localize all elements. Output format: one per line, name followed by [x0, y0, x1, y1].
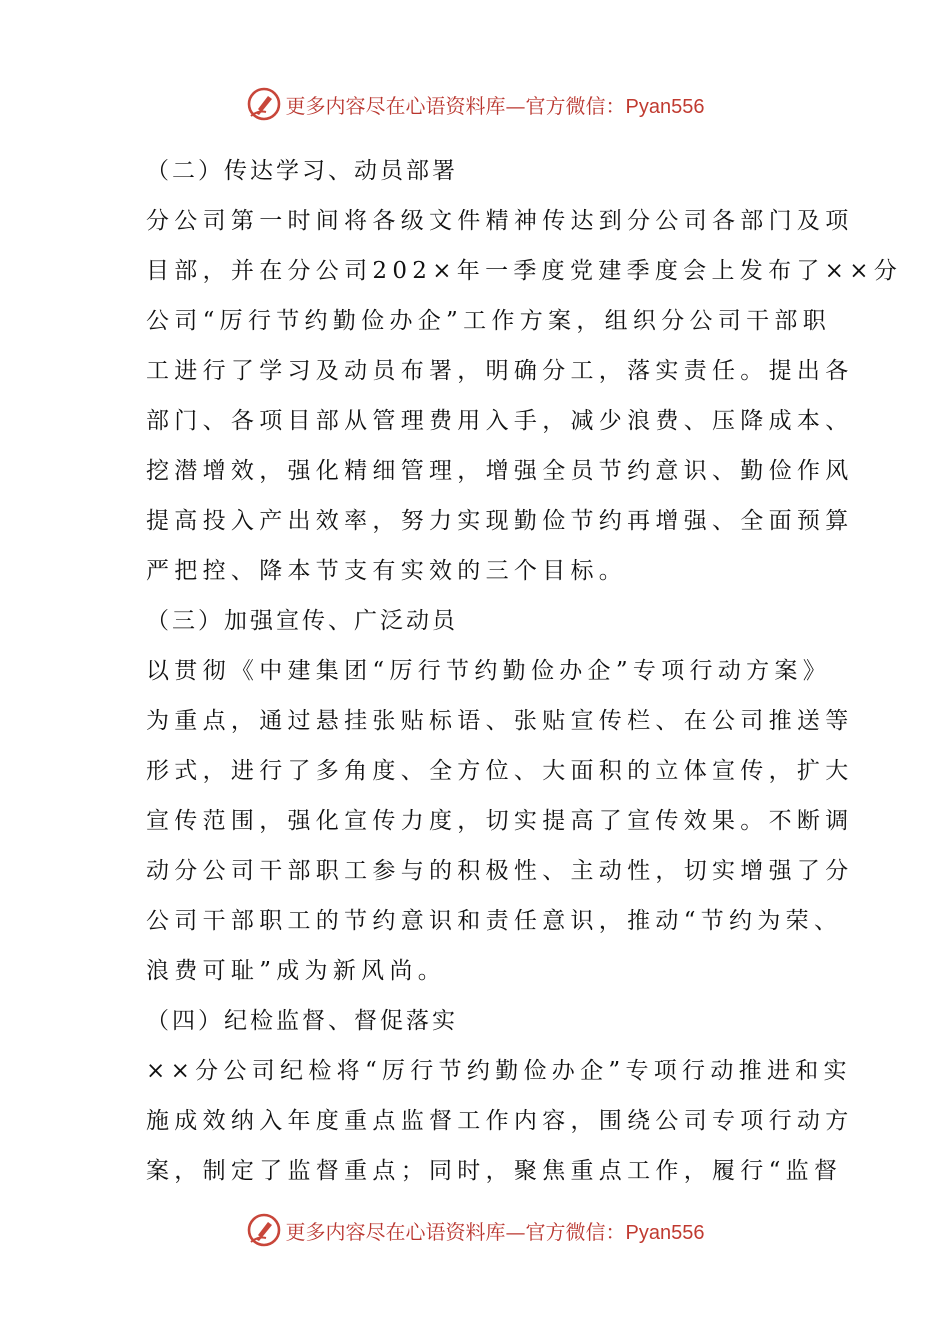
paragraph-line: 部门、各项目部从管理费用入手，减少浪费、压降成本、	[146, 408, 854, 434]
paragraph-line: ××分公司纪检将“厉行节约勤俭办企”专项行动推进和实	[146, 1058, 852, 1084]
document-body	[146, 146, 903, 1196]
paragraph-line: 浪费可耻”成为新风尚。	[146, 958, 447, 984]
banner-wechat-id: Pyan556	[625, 95, 705, 118]
banner-slogan: 更多内容尽在心语资料库—官方微信：	[285, 93, 626, 118]
banner-text	[286, 1216, 705, 1245]
paragraph-line: 分公司第一时间将各级文件精神传达到分公司各部门及项	[146, 208, 854, 234]
banner-slogan: 更多内容尽在心语资料库—官方微信：	[285, 1219, 626, 1244]
banner-wechat-id: Pyan556	[625, 1221, 705, 1244]
paragraph-line: 形式，进行了多角度、全方位、大面积的立体宣传，扩大	[146, 758, 854, 784]
paragraph-line: 目部，并在分公司202×年一季度党建季度会上发布了××分	[146, 258, 903, 284]
section-heading-2: （二）传达学习、动员部署	[146, 158, 458, 184]
footer-banner	[0, 1208, 950, 1252]
paragraph-line: 挖潜增效，强化精细管理，增强全员节约意识、勤俭作风	[146, 458, 854, 484]
paragraph-line: 公司“厉行节约勤俭办企”工作方案，组织分公司干部职	[146, 308, 832, 334]
header-banner	[0, 82, 950, 126]
pen-logo-icon	[246, 1212, 282, 1248]
paragraph-line: 以贯彻《中建集团“厉行节约勤俭办企”专项行动方案》	[146, 658, 832, 684]
paragraph-line: 工进行了学习及动员布署，明确分工，落实责任。提出各	[146, 358, 854, 384]
paragraph-line: 为重点，通过悬挂张贴标语、张贴宣传栏、在公司推送等	[146, 708, 854, 734]
paragraph-line: 提高投入产出效率，努力实现勤俭节约再增强、全面预算	[146, 508, 854, 534]
paragraph-line: 施成效纳入年度重点监督工作内容，围绕公司专项行动方	[146, 1108, 854, 1134]
paragraph-line: 公司干部职工的节约意识和责任意识，推动“节约为荣、	[146, 908, 843, 934]
paragraph-line: 宣传范围，强化宣传力度，切实提高了宣传效果。不断调	[146, 808, 854, 834]
section-heading-3: （三）加强宣传、广泛动员	[146, 608, 458, 634]
section-heading-4: （四）纪检监督、督促落实	[146, 1008, 458, 1034]
paragraph-line: 动分公司干部职工参与的积极性、主动性，切实增强了分	[146, 858, 854, 884]
paragraph-line: 案，制定了监督重点；同时，聚焦重点工作，履行“监督	[146, 1158, 843, 1184]
banner-text	[286, 90, 705, 119]
pen-logo-icon	[246, 86, 282, 122]
paragraph-line: 严把控、降本节支有实效的三个目标。	[146, 558, 628, 584]
